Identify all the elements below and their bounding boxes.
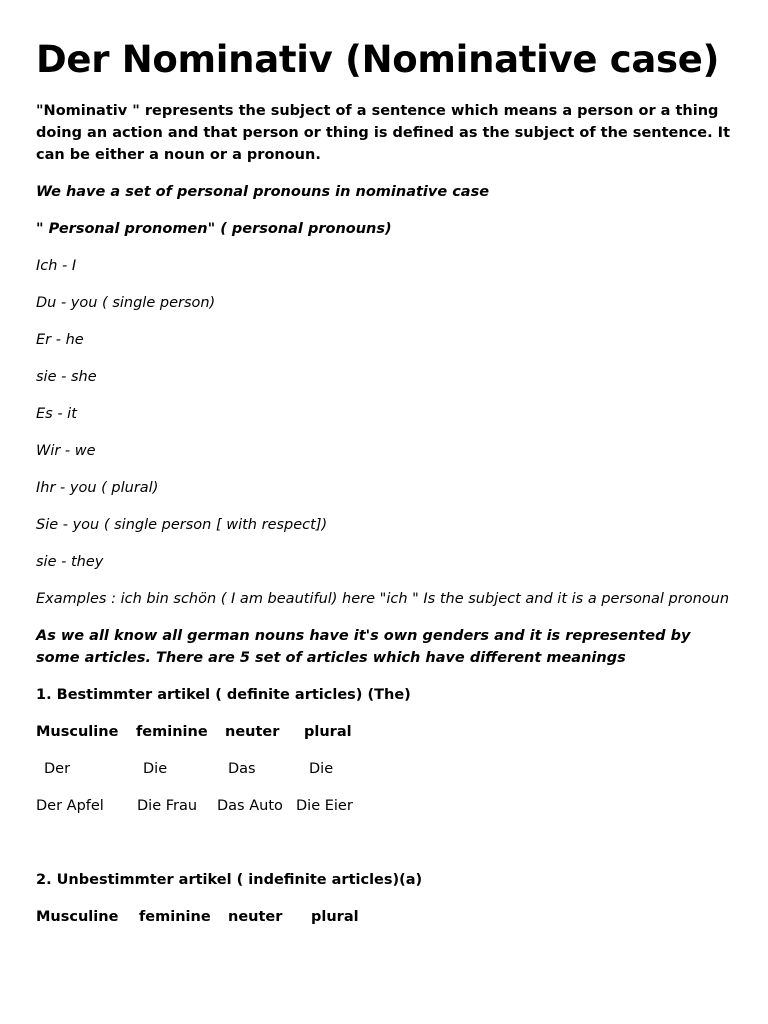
example-die-eier: Die Eier <box>296 798 353 814</box>
pronoun-item: Ihr - you ( plural) <box>36 480 159 496</box>
header-feminine: feminine <box>136 724 208 740</box>
article-die: Die <box>143 761 168 777</box>
header-musculine: Musculine <box>36 909 119 925</box>
section2-heading: 2. Unbestimmter artikel ( indefinite articles)(a) <box>36 872 423 888</box>
pronoun-item: Er - he <box>36 332 84 348</box>
header-neuter: neuter <box>225 724 280 740</box>
pronoun-item: Sie - you ( single person [ with respect]) <box>36 517 328 533</box>
pronoun-item: sie - they <box>36 554 104 570</box>
article-der: Der <box>44 761 71 777</box>
pronoun-item: Wir - we <box>36 443 96 459</box>
article-die-plural: Die <box>309 761 334 777</box>
section1-heading: 1. Bestimmter artikel ( definite articles) (The) <box>36 687 411 703</box>
section2-header-row <box>36 906 736 928</box>
pronoun-item: sie - she <box>36 369 97 385</box>
header-neuter: neuter <box>228 909 283 925</box>
header-plural: plural <box>304 724 352 740</box>
document-page <box>36 36 736 928</box>
section1-header-row <box>36 721 736 743</box>
pronoun-heading: " Personal pronomen" ( personal pronouns) <box>36 221 392 237</box>
example-der-apfel: Der Apfel <box>36 798 104 814</box>
pronoun-set-heading: We have a set of personal pronouns in nominative case <box>36 184 490 200</box>
header-feminine: feminine <box>139 909 211 925</box>
section1-article-row <box>36 758 736 780</box>
page-title: Der Nominativ (Nominative case) <box>36 38 720 81</box>
article-das: Das <box>228 761 256 777</box>
example-paragraph: Examples : ich bin schön ( I am beautiful) here "ich " Is the subject and it is a personal pronoun <box>36 591 730 607</box>
example-das-auto: Das Auto <box>217 798 283 814</box>
section1-example-row <box>36 795 736 817</box>
pronoun-item: Es - it <box>36 406 77 422</box>
header-musculine: Musculine <box>36 724 119 740</box>
header-plural: plural <box>311 909 359 925</box>
articles-intro: As we all know all german nouns have it's own genders and it is represented by some articles. There are 5 set of articles which have different meanings <box>36 628 691 666</box>
pronoun-item: Du - you ( single person) <box>36 295 216 311</box>
example-die-frau: Die Frau <box>137 798 198 814</box>
intro-paragraph: "Nominativ " represents the subject of a sentence which means a person or a thing doing an action and that person or thing is defined as the subject of the sentence. It can be either a noun or a pronoun. <box>36 103 730 163</box>
pronoun-item: Ich - I <box>36 258 77 274</box>
